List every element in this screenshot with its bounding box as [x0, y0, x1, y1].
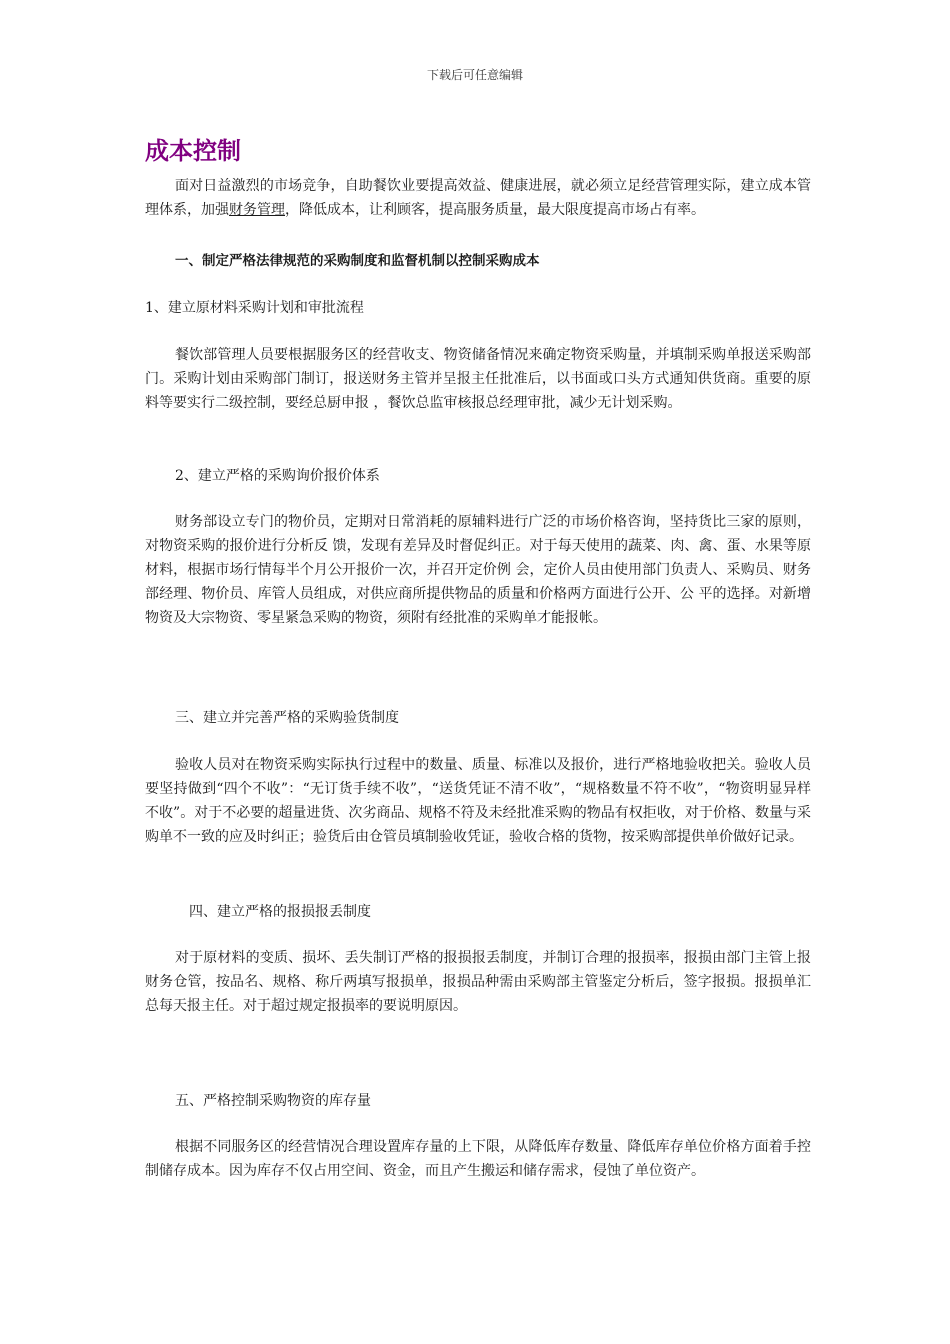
- header-note: 下载后可任意编辑: [426, 68, 523, 82]
- intro-text-after: ，降低成本，让利顾客，提高服务质量，最大限度提高市场占有率。: [285, 202, 705, 218]
- subsection2-heading: 2、建立严格的采购询价报价体系: [175, 468, 380, 484]
- financial-management-link[interactable]: 财务管理: [229, 202, 285, 218]
- section3-heading: 三、建立并完善严格的采购验货制度: [175, 710, 399, 726]
- subsection2-paragraph: 财务部设立专门的物价员，定期对日常消耗的原辅料进行广泛的市场价格咨询，坚持货比三家的原则，对物资采购的报价进行分析反 馈，发现有差异及时督促纠正。对于每天使用的蔬菜、肉、禽、蛋、水果等原材料，根据市场行情每半个月公开报价一次，并召开定价例 会，定价人员由使用部门负责人、采购员、财务部经理、物价员、库管人员组成，对供应商所提供物品的质量和价格两方面进行公开、公 平的选择。对新增物资及大宗物资、零星紧急采购的物资，须附有经批准的采购单才能报帐。: [145, 514, 811, 626]
- document-title: 成本控制: [145, 137, 241, 165]
- section5-paragraph: 根据不同服务区的经营情况合理设置库存量的上下限，从降低库存数量、降低库存单位价格方面着手控制储存成本。因为库存不仅占用空间、资金，而且产生搬运和储存需求，侵蚀了单位资产。: [145, 1139, 811, 1179]
- subsection1-paragraph: 餐饮部管理人员要根据服务区的经营收支、物资储备情况来确定物资采购量，并填制采购单报送采购部门。采购计划由采购部门制订，报送财务主管并呈报主任批准后，以书面或口头方式通知供货商。重要的原料等要实行二级控制，要经总厨申报 ，餐饮总监审核报总经理审批，减少无计划采购。: [145, 347, 811, 411]
- section3-paragraph: 验收人员对在物资采购实际执行过程中的数量、质量、标准以及报价，进行严格地验收把关。验收人员要坚持做到“四个不收”：“无订货手续不收”，“送货凭证不清不收”，“规格数量不符不收”，“物资明显异样不收”。对于不必要的超量进货、次劣商品、规格不符及未经批准采购的物品有权拒收，对于价格、数量与采购单不一致的应及时纠正；验货后由仓管员填制验收凭证，验收合格的货物，按采购部提供单价做好记录。: [145, 757, 811, 845]
- section1-heading: 一、制定严格法律规范的采购制度和监督机制以控制采购成本: [175, 253, 540, 269]
- intro-text-before: 面对日益激烈的市场竞争，自助餐饮业要提高效益、健康进展，就必须立足经营管理实际，建立成本管理体系，加强: [145, 178, 811, 218]
- section4-paragraph: 对于原材料的变质、损坏、丢失制订严格的报损报丢制度，并制订合理的报损率，报损由部门主管上报财务仓管，按品名、规格、称斤两填写报损单，报损品种需由采购部主管鉴定分析后，签字报损。报损单汇总每天报主任。对于超过规定报损率的要说明原因。: [145, 950, 811, 1014]
- intro-paragraph: [145, 174, 811, 222]
- subsection1-heading: 1、建立原材料采购计划和审批流程: [145, 300, 364, 316]
- section5-heading: 五、严格控制采购物资的库存量: [175, 1093, 371, 1109]
- section4-heading: 四、建立严格的报损报丢制度: [189, 904, 371, 920]
